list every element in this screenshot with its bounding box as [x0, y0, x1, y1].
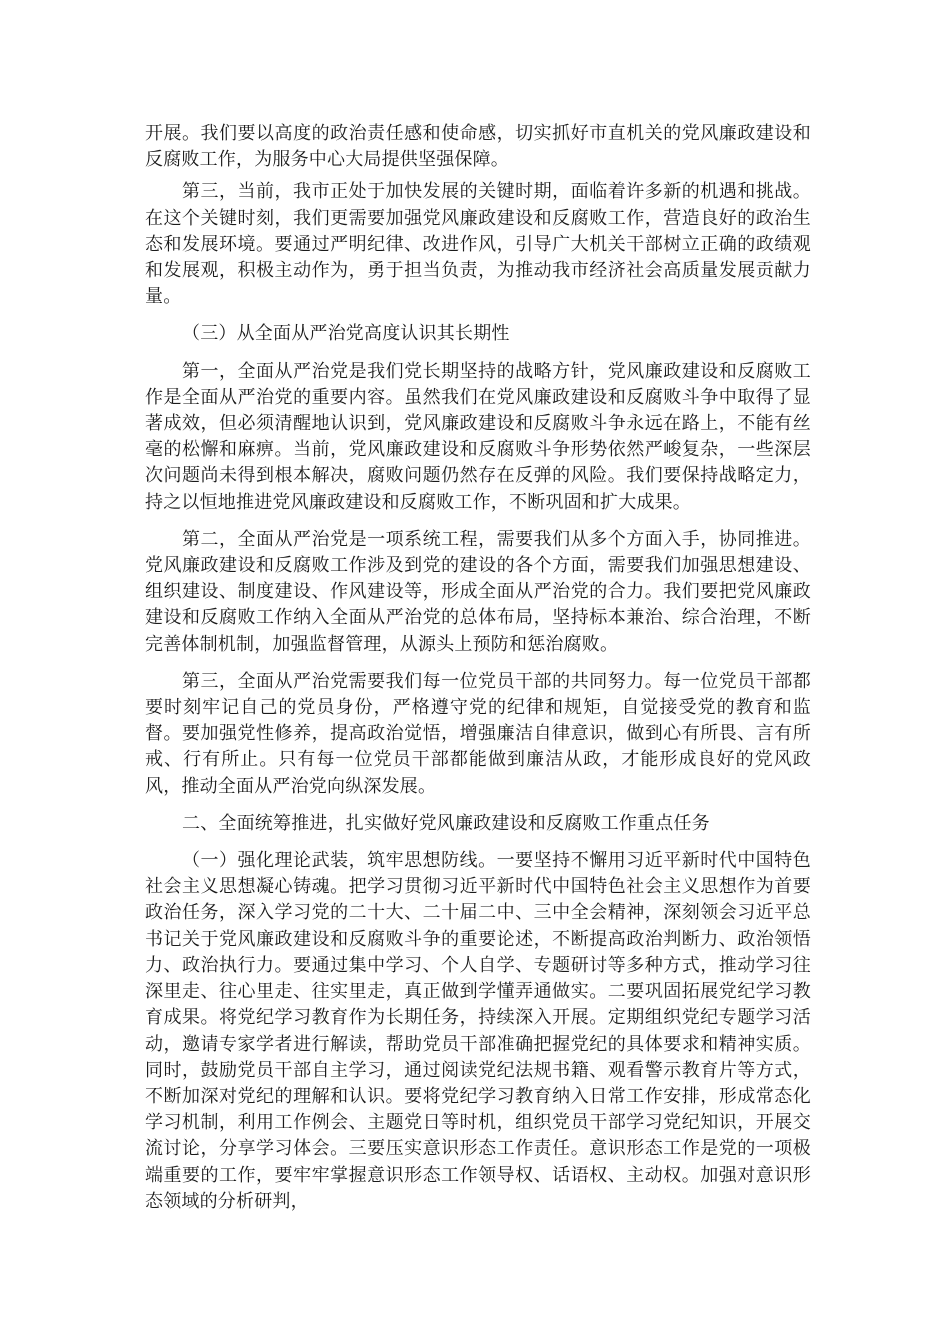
- section-heading-two: 二、全面统筹推进，扎实做好党风廉政建设和反腐败工作重点任务: [182, 812, 710, 834]
- paragraph-first-long-term: 第一，全面从严治党是我们党长期坚持的战略方针，党风廉政建设和反腐败工作是全面从严治党的重要内容。虽然我们在党风廉政建设和反腐败斗争中取得了显著成效，但必须清醒地认识到，党风廉政建设和反腐败斗争永远在路上，不能有丝毫的松懈和麻痹。当前，党风廉政建设和反腐败斗争形势依然严峻复杂，一些深层次问题尚未得到根本解决，腐败问题仍然存在反弹的风险。我们要保持战略定力，持之以恒地推进党风廉政建设和反腐败工作，不断巩固和扩大成果。: [145, 360, 811, 513]
- paragraph-theory-armament: （一）强化理论武装，筑牢思想防线。一要坚持不懈用习近平新时代中国特色社会主义思想凝心铸魂。把学习贯彻习近平新时代中国特色社会主义思想作为首要政治任务，深入学习党的二十大、二十届二中、三中全会精神，深刻领会习近平总书记关于党风廉政建设和反腐败斗争的重要论述，不断提高政治判断力、政治领悟力、政治执行力。要通过集中学习、个人自学、专题研讨等多种方式，推动学习往深里走、往心里走、往实里走，真正做到学懂弄通做实。二要巩固拓展党纪学习教育成果。将党纪学习教育作为长期任务，持续深入开展。定期组织党纪专题学习活动，邀请专家学者进行解读，帮助党员干部准确把握党纪的具体要求和精神实质。同时，鼓励党员干部自主学习，通过阅读党纪法规书籍、观看警示教育片等方式，不断加深对党纪的理解和认识。要将党纪学习教育纳入日常工作安排，形成常态化学习机制，利用工作例会、主题党日等时机，组织党员干部学习党纪知识，开展交流讨论，分享学习体会。三要压实意识形态工作责任。意识形态工作是党的一项极端重要的工作，要牢牢掌握意识形态工作领导权、话语权、主动权。加强对意识形态领域的分析研判，: [145, 850, 811, 1212]
- paragraph-third-point: 第三，当前，我市正处于加快发展的关键时期，面临着许多新的机遇和挑战。在这个关键时刻，我们更需要加强党风廉政建设和反腐败工作，营造良好的政治生态和发展环境。要通过严明纪律、改进作风，引导广大机关干部树立正确的政绩观和发展观，积极主动作为，勇于担当负责，为推动我市经济社会高质量发展贡献力量。: [145, 181, 811, 308]
- section-subheading: （三）从全面从严治党高度认识其长期性: [182, 323, 510, 345]
- paragraph-third-joint-effort: 第三，全面从严治党需要我们每一位党员干部的共同努力。每一位党员干部都要时刻牢记自己的党员身份，严格遵守党的纪律和规矩，自觉接受党的教育和监督。要加强党性修养，提高政治觉悟，增强廉洁自律意识，做到心有所畏、言有所戒、行有所止。只有每一位党员干部都能做到廉洁从政，才能形成良好的党风政风，推动全面从严治党向纵深发展。: [145, 670, 811, 797]
- paragraph-continuation: 开展。我们要以高度的政治责任感和使命感，切实抓好市直机关的党风廉政建设和反腐败工作，为服务中心大局提供坚强保障。: [145, 123, 811, 171]
- document-page: [145, 121, 811, 1215]
- paragraph-second-systematic: 第二，全面从严治党是一项系统工程，需要我们从多个方面入手，协同推进。党风廉政建设和反腐败工作涉及到党的建设的各个方面，需要我们加强思想建设、组织建设、制度建设、作风建设等，形成全面从严治党的合力。我们要把党风廉政建设和反腐败工作纳入全面从严治党的总体布局，坚持标本兼治、综合治理，不断完善体制机制，加强监督管理，从源头上预防和惩治腐败。: [145, 528, 811, 655]
